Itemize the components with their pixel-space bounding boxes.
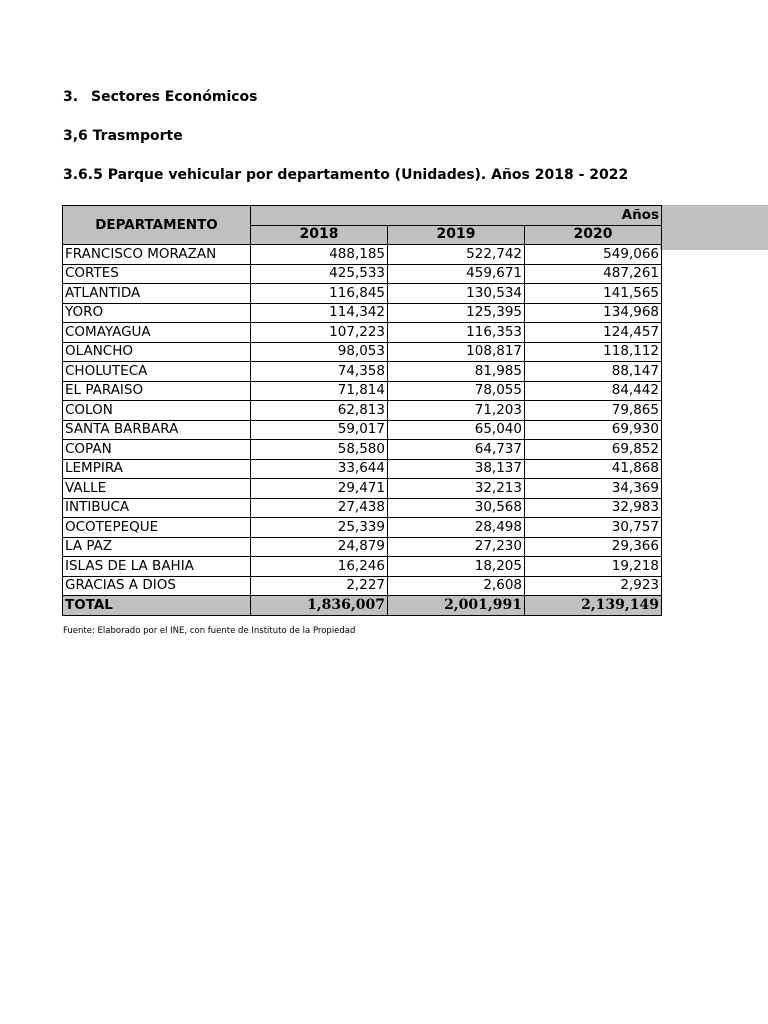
department-name: VALLE [63,479,251,499]
value-2018: 25,339 [251,518,388,538]
source-note: Fuente: Elaborado por el INE, con fuente de Instituto de la Propiedad [63,626,356,636]
value-2019: 30,568 [388,498,525,518]
value-2020: 134,968 [525,303,662,323]
table-row [63,440,662,460]
value-2018: 58,580 [251,440,388,460]
value-2019: 459,671 [388,264,525,284]
value-2018: 488,185 [251,245,388,265]
total-value-2018: 1,836,007 [251,596,388,616]
value-2018: 107,223 [251,323,388,343]
table-row [63,498,662,518]
value-2019: 108,817 [388,342,525,362]
value-2018: 33,644 [251,459,388,479]
value-2018: 16,246 [251,557,388,577]
value-2020: 41,868 [525,459,662,479]
department-name: COMAYAGUA [63,323,251,343]
value-2018: 74,358 [251,362,388,382]
department-name: ATLANTIDA [63,284,251,304]
table-row [63,537,662,557]
section-heading [63,89,258,105]
value-2019: 2,608 [388,576,525,596]
value-2020: 84,442 [525,381,662,401]
department-name: OCOTEPEQUE [63,518,251,538]
value-2018: 29,471 [251,479,388,499]
value-2018: 27,438 [251,498,388,518]
table-row [63,479,662,499]
department-name: LA PAZ [63,537,251,557]
years-group-header: Años [251,206,662,226]
value-2018: 116,845 [251,284,388,304]
value-2019: 28,498 [388,518,525,538]
value-2018: 71,814 [251,381,388,401]
value-2019: 116,353 [388,323,525,343]
value-2018: 98,053 [251,342,388,362]
department-name: INTIBUCA [63,498,251,518]
value-2020: 141,565 [525,284,662,304]
value-2020: 32,983 [525,498,662,518]
department-name: OLANCHO [63,342,251,362]
year-header-2018: 2018 [251,225,388,245]
value-2020: 34,369 [525,479,662,499]
value-2019: 522,742 [388,245,525,265]
value-2019: 125,395 [388,303,525,323]
department-name: ISLAS DE LA BAHIA [63,557,251,577]
value-2020: 88,147 [525,362,662,382]
department-name: COLON [63,401,251,421]
department-name: GRACIAS A DIOS [63,576,251,596]
department-name: LEMPIRA [63,459,251,479]
value-2019: 71,203 [388,401,525,421]
table-row [63,303,662,323]
table-row [63,557,662,577]
table-row [63,459,662,479]
value-2018: 24,879 [251,537,388,557]
value-2020: 30,757 [525,518,662,538]
department-name: FRANCISCO MORAZAN [63,245,251,265]
table-row [63,284,662,304]
department-name: COPAN [63,440,251,460]
vehicle-fleet-table [62,205,662,616]
value-2020: 19,218 [525,557,662,577]
total-label: TOTAL [63,596,251,616]
value-2018: 59,017 [251,420,388,440]
table-body [63,245,662,616]
year-header-2020: 2020 [525,225,662,245]
value-2019: 27,230 [388,537,525,557]
value-2020: 69,930 [525,420,662,440]
value-2020: 124,457 [525,323,662,343]
department-column-header: DEPARTAMENTO [63,206,251,245]
table-row [63,401,662,421]
value-2020: 118,112 [525,342,662,362]
table-row [63,264,662,284]
value-2020: 69,852 [525,440,662,460]
table-row [63,420,662,440]
value-2018: 2,227 [251,576,388,596]
value-2020: 79,865 [525,401,662,421]
section-number: 3. [63,89,79,105]
table-row [63,342,662,362]
section-title: Sectores Económicos [91,89,258,105]
value-2019: 64,737 [388,440,525,460]
value-2019: 32,213 [388,479,525,499]
value-2018: 114,342 [251,303,388,323]
total-value-2020: 2,139,149 [525,596,662,616]
table-title: 3.6.5 Parque vehicular por departamento (Unidades). Años 2018 - 2022 [63,167,629,183]
table-row [63,362,662,382]
value-2018: 425,533 [251,264,388,284]
table-row [63,576,662,596]
total-row [63,596,662,616]
value-2020: 29,366 [525,537,662,557]
value-2019: 38,137 [388,459,525,479]
total-value-2019: 2,001,991 [388,596,525,616]
value-2019: 78,055 [388,381,525,401]
value-2019: 18,205 [388,557,525,577]
value-2020: 2,923 [525,576,662,596]
value-2020: 549,066 [525,245,662,265]
value-2019: 130,534 [388,284,525,304]
header-overflow-band [660,205,768,250]
department-name: YORO [63,303,251,323]
value-2019: 81,985 [388,362,525,382]
department-name: CORTES [63,264,251,284]
table-row [63,245,662,265]
department-name: EL PARAISO [63,381,251,401]
year-header-2019: 2019 [388,225,525,245]
department-name: CHOLUTECA [63,362,251,382]
table-row [63,518,662,538]
value-2018: 62,813 [251,401,388,421]
value-2019: 65,040 [388,420,525,440]
table-row [63,323,662,343]
department-name: SANTA BARBARA [63,420,251,440]
subsection-heading: 3,6 Trasmporte [63,128,183,144]
value-2020: 487,261 [525,264,662,284]
table-row [63,381,662,401]
